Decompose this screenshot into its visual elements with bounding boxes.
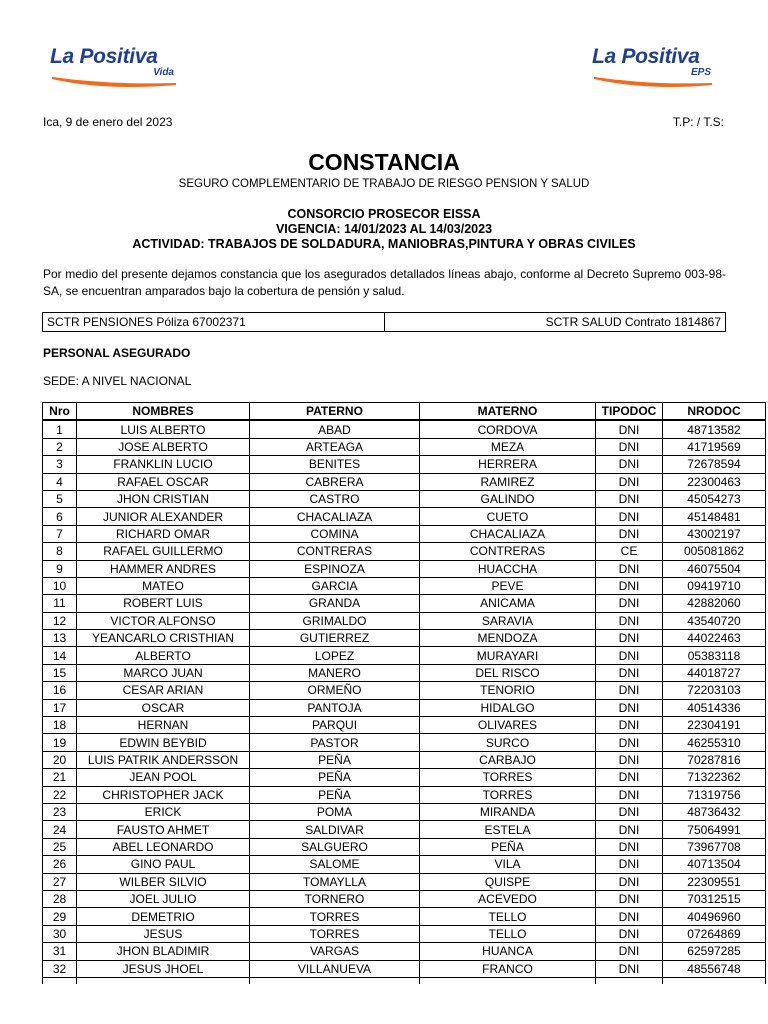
cell-tipodoc: DNI — [596, 960, 663, 977]
cell-tipodoc: DNI — [596, 734, 663, 751]
cell-materno: MEZA — [420, 438, 596, 455]
cell-nro: 10 — [43, 577, 77, 594]
table-row — [43, 734, 766, 751]
cell-nombres: CESAR ARIAN — [77, 682, 250, 699]
table-row — [43, 908, 766, 925]
cell-tipodoc: DNI — [596, 577, 663, 594]
place-date: Ica, 9 de enero del 2023 — [43, 115, 173, 129]
cell-nro: 24 — [43, 821, 77, 838]
cell-tipodoc: DNI — [596, 508, 663, 525]
cell-paterno: ABAD — [250, 420, 420, 438]
table-row — [43, 630, 766, 647]
cell-materno: CARBAJO — [420, 751, 596, 768]
cell-paterno: MANERO — [250, 664, 420, 681]
cell-nombres: JOSE ALBERTO — [77, 438, 250, 455]
cell-paterno: ARTEAGA — [250, 438, 420, 455]
cell-nombres: WILBER SILVIO — [77, 873, 250, 890]
cell-tipodoc: DNI — [596, 490, 663, 507]
table-row — [43, 577, 766, 594]
tp-ts-label: T.P: / T.S: — [672, 115, 724, 129]
header-nrodoc: NRODOC — [663, 403, 766, 421]
cell-materno: FRANCO — [420, 960, 596, 977]
table-row — [43, 456, 766, 473]
cell-materno: SURCO — [420, 734, 596, 751]
table-row — [43, 543, 766, 560]
cell-paterno: SALOME — [250, 856, 420, 873]
cell-materno: ACEVEDO — [420, 890, 596, 907]
cell-materno: RAMIREZ — [420, 473, 596, 490]
cell-nombres: VICTOR ALFONSO — [77, 612, 250, 629]
cell-materno: TELLO — [420, 925, 596, 942]
cell-paterno: ESPINOZA — [250, 560, 420, 577]
empty-cell — [663, 977, 766, 984]
cell-nombres: JUNIOR ALEXANDER — [77, 508, 250, 525]
cell-materno: CONTRERAS — [420, 543, 596, 560]
company-name: CONSORCIO PROSECOR EISSA — [287, 207, 481, 221]
table-row — [43, 473, 766, 490]
logo-la-positiva-vida — [50, 46, 180, 90]
cell-nro: 4 — [43, 473, 77, 490]
table-row — [43, 821, 766, 838]
cell-nrodoc: 41719569 — [663, 438, 766, 455]
cell-nro: 18 — [43, 717, 77, 734]
table-row — [43, 438, 766, 455]
cell-nro: 2 — [43, 438, 77, 455]
cell-nro: 8 — [43, 543, 77, 560]
cell-paterno: CHACALIAZA — [250, 508, 420, 525]
cell-tipodoc: DNI — [596, 925, 663, 942]
cell-nrodoc: 05383118 — [663, 647, 766, 664]
cell-nrodoc: 71319756 — [663, 786, 766, 803]
table-row-cutoff — [43, 977, 766, 984]
cell-tipodoc: DNI — [596, 769, 663, 786]
cell-materno: VILA — [420, 856, 596, 873]
table-row — [43, 769, 766, 786]
cell-materno: MENDOZA — [420, 630, 596, 647]
cell-materno: TORRES — [420, 769, 596, 786]
cell-paterno: ORMEÑO — [250, 682, 420, 699]
cell-paterno: PARQUI — [250, 717, 420, 734]
table-row — [43, 682, 766, 699]
cell-tipodoc: DNI — [596, 873, 663, 890]
cell-nro: 27 — [43, 873, 77, 890]
cell-tipodoc: DNI — [596, 473, 663, 490]
cell-tipodoc: DNI — [596, 438, 663, 455]
cell-tipodoc: DNI — [596, 560, 663, 577]
cell-materno: TORRES — [420, 786, 596, 803]
cell-paterno: TOMAYLLA — [250, 873, 420, 890]
cell-nombres: ERICK — [77, 803, 250, 820]
cell-materno: DEL RISCO — [420, 664, 596, 681]
empty-cell — [77, 977, 250, 984]
cell-nombres: HAMMER ANDRES — [77, 560, 250, 577]
cell-nrodoc: 43540720 — [663, 612, 766, 629]
cell-nro: 22 — [43, 786, 77, 803]
cell-paterno: GARCIA — [250, 577, 420, 594]
cell-nombres: RAFAEL GUILLERMO — [77, 543, 250, 560]
company-block — [0, 207, 768, 252]
table-row — [43, 612, 766, 629]
cell-nombres: JOEL JULIO — [77, 890, 250, 907]
logo-swoosh-icon — [592, 76, 717, 90]
cell-materno: SARAVIA — [420, 612, 596, 629]
cell-nrodoc: 45148481 — [663, 508, 766, 525]
cell-materno: TENORIO — [420, 682, 596, 699]
cell-materno: HUACCHA — [420, 560, 596, 577]
table-row — [43, 560, 766, 577]
cell-nrodoc: 72203103 — [663, 682, 766, 699]
cell-nombres: JESUS — [77, 925, 250, 942]
table-row — [43, 873, 766, 890]
cell-nombres: EDWIN BEYBID — [77, 734, 250, 751]
cell-nrodoc: 75064991 — [663, 821, 766, 838]
cell-paterno: LOPEZ — [250, 647, 420, 664]
cell-nrodoc: 48556748 — [663, 960, 766, 977]
cell-materno: MURAYARI — [420, 647, 596, 664]
cell-nrodoc: 48713582 — [663, 420, 766, 438]
logo-sub-text: EPS — [690, 67, 711, 78]
cell-nrodoc: 22309551 — [663, 873, 766, 890]
cell-nro: 28 — [43, 890, 77, 907]
cell-tipodoc: DNI — [596, 664, 663, 681]
table-row — [43, 925, 766, 942]
cell-paterno: SALGUERO — [250, 838, 420, 855]
cell-paterno: GRANDA — [250, 595, 420, 612]
cell-paterno: COMINA — [250, 525, 420, 542]
table-row — [43, 420, 766, 438]
cell-nro: 32 — [43, 960, 77, 977]
cell-nrodoc: 22300463 — [663, 473, 766, 490]
cell-nrodoc: 09419710 — [663, 577, 766, 594]
cell-tipodoc: DNI — [596, 525, 663, 542]
cell-materno: ESTELA — [420, 821, 596, 838]
insured-table — [42, 402, 766, 984]
cell-nrodoc: 44018727 — [663, 664, 766, 681]
sede-label: SEDE: A NIVEL NACIONAL — [43, 374, 192, 388]
cell-nrodoc: 22304191 — [663, 717, 766, 734]
cell-nro: 29 — [43, 908, 77, 925]
cell-nrodoc: 45054273 — [663, 490, 766, 507]
cell-paterno: PEÑA — [250, 751, 420, 768]
policy-box — [42, 312, 726, 332]
cell-nombres: LUIS ALBERTO — [77, 420, 250, 438]
cell-nro: 20 — [43, 751, 77, 768]
cell-nrodoc: 71322362 — [663, 769, 766, 786]
empty-cell — [43, 977, 77, 984]
cell-materno: CHACALIAZA — [420, 525, 596, 542]
cell-paterno: PEÑA — [250, 786, 420, 803]
cell-nrodoc: 70312515 — [663, 890, 766, 907]
table-row — [43, 595, 766, 612]
actividad: ACTIVIDAD: TRABAJOS DE SOLDADURA, MANIOBRAS,PINTURA Y OBRAS CIVILES — [132, 237, 636, 251]
cell-nro: 15 — [43, 664, 77, 681]
cell-paterno: VARGAS — [250, 943, 420, 960]
cell-nombres: JESUS JHOEL — [77, 960, 250, 977]
cell-nrodoc: 44022463 — [663, 630, 766, 647]
cell-nombres: LUIS PATRIK ANDERSSON — [77, 751, 250, 768]
cell-nrodoc: 46075504 — [663, 560, 766, 577]
header-materno: MATERNO — [420, 403, 596, 421]
cell-paterno: TORNERO — [250, 890, 420, 907]
table-row — [43, 664, 766, 681]
logo-brand-text: La Positiva — [50, 45, 158, 68]
cell-tipodoc: DNI — [596, 890, 663, 907]
cell-tipodoc: DNI — [596, 612, 663, 629]
cell-materno: PEÑA — [420, 838, 596, 855]
cell-nro: 23 — [43, 803, 77, 820]
logo-sub-text: Vida — [153, 67, 174, 78]
cell-nro: 26 — [43, 856, 77, 873]
cell-nombres: JEAN POOL — [77, 769, 250, 786]
cell-tipodoc: DNI — [596, 647, 663, 664]
logo-brand-text: La Positiva — [592, 45, 700, 68]
cell-nombres: JHON BLADIMIR — [77, 943, 250, 960]
cell-paterno: PASTOR — [250, 734, 420, 751]
cell-paterno: GUTIERREZ — [250, 630, 420, 647]
cell-nro: 13 — [43, 630, 77, 647]
cell-nombres: ROBERT LUIS — [77, 595, 250, 612]
cell-nro: 3 — [43, 456, 77, 473]
cell-materno: TELLO — [420, 908, 596, 925]
cell-materno: CUETO — [420, 508, 596, 525]
cell-nombres: JHON CRISTIAN — [77, 490, 250, 507]
cell-tipodoc: DNI — [596, 630, 663, 647]
cell-paterno: PANTOJA — [250, 699, 420, 716]
policy-pensiones: SCTR PENSIONES Póliza 67002371 — [43, 313, 385, 331]
cell-nombres: FAUSTO AHMET — [77, 821, 250, 838]
cell-paterno: PEÑA — [250, 769, 420, 786]
cell-nro: 1 — [43, 420, 77, 438]
table-row — [43, 803, 766, 820]
cell-nombres: OSCAR — [77, 699, 250, 716]
cell-nro: 9 — [43, 560, 77, 577]
cell-nombres: HERNAN — [77, 717, 250, 734]
table-row — [43, 647, 766, 664]
table-row — [43, 856, 766, 873]
cell-nrodoc: 72678594 — [663, 456, 766, 473]
cell-paterno: GRIMALDO — [250, 612, 420, 629]
table-row — [43, 717, 766, 734]
table-header-row — [43, 403, 766, 421]
cell-tipodoc: DNI — [596, 595, 663, 612]
section-title: PERSONAL ASEGURADO — [43, 346, 191, 360]
table-row — [43, 960, 766, 977]
cell-nrodoc: 40496960 — [663, 908, 766, 925]
cell-nro: 7 — [43, 525, 77, 542]
cell-nombres: RICHARD OMAR — [77, 525, 250, 542]
cell-materno: GALINDO — [420, 490, 596, 507]
vigencia: VIGENCIA: 14/01/2023 AL 14/03/2023 — [275, 222, 493, 236]
cell-nro: 30 — [43, 925, 77, 942]
empty-cell — [596, 977, 663, 984]
cell-materno: CORDOVA — [420, 420, 596, 438]
cell-materno: PEVE — [420, 577, 596, 594]
cell-tipodoc: DNI — [596, 751, 663, 768]
cell-paterno: CASTRO — [250, 490, 420, 507]
cell-nrodoc: 70287816 — [663, 751, 766, 768]
cell-materno: OLIVARES — [420, 717, 596, 734]
header-nombres: NOMBRES — [77, 403, 250, 421]
cell-paterno: TORRES — [250, 908, 420, 925]
cell-tipodoc: DNI — [596, 856, 663, 873]
cell-paterno: CONTRERAS — [250, 543, 420, 560]
cell-nrodoc: 43002197 — [663, 525, 766, 542]
cell-nro: 6 — [43, 508, 77, 525]
cell-nro: 16 — [43, 682, 77, 699]
cell-nrodoc: 46255310 — [663, 734, 766, 751]
cell-nro: 5 — [43, 490, 77, 507]
cell-nro: 17 — [43, 699, 77, 716]
cell-nombres: FRANKLIN LUCIO — [77, 456, 250, 473]
header-tipodoc: TIPODOC — [596, 403, 663, 421]
cell-materno: HERRERA — [420, 456, 596, 473]
cell-paterno: POMA — [250, 803, 420, 820]
document-title: CONSTANCIA — [308, 149, 460, 175]
cell-materno: HUANCA — [420, 943, 596, 960]
cell-tipodoc: DNI — [596, 943, 663, 960]
cell-materno: QUISPE — [420, 873, 596, 890]
logo-swoosh-icon — [50, 76, 180, 90]
cell-nrodoc: 48736432 — [663, 803, 766, 820]
cell-nro: 19 — [43, 734, 77, 751]
empty-cell — [250, 977, 420, 984]
empty-cell — [420, 977, 596, 984]
cell-paterno: TORRES — [250, 925, 420, 942]
cell-nrodoc: 73967708 — [663, 838, 766, 855]
cell-nombres: RAFAEL OSCAR — [77, 473, 250, 490]
cell-tipodoc: DNI — [596, 699, 663, 716]
table-row — [43, 838, 766, 855]
cell-nombres: ALBERTO — [77, 647, 250, 664]
cell-tipodoc: CE — [596, 543, 663, 560]
cell-nrodoc: 40713504 — [663, 856, 766, 873]
table-row — [43, 699, 766, 716]
cell-nro: 21 — [43, 769, 77, 786]
cell-tipodoc: DNI — [596, 838, 663, 855]
cell-nro: 31 — [43, 943, 77, 960]
table-row — [43, 490, 766, 507]
cell-tipodoc: DNI — [596, 821, 663, 838]
cell-nrodoc: 07264869 — [663, 925, 766, 942]
cell-tipodoc: DNI — [596, 803, 663, 820]
table-row — [43, 751, 766, 768]
cell-paterno: BENITES — [250, 456, 420, 473]
cell-tipodoc: DNI — [596, 456, 663, 473]
cell-paterno: CABRERA — [250, 473, 420, 490]
cell-nro: 11 — [43, 595, 77, 612]
table-row — [43, 890, 766, 907]
table-row — [43, 943, 766, 960]
cell-tipodoc: DNI — [596, 420, 663, 438]
logo-la-positiva-eps — [592, 46, 717, 90]
cell-nombres: MATEO — [77, 577, 250, 594]
cell-nombres: YEANCARLO CRISTHIAN — [77, 630, 250, 647]
cell-paterno: SALDIVAR — [250, 821, 420, 838]
cell-tipodoc: DNI — [596, 717, 663, 734]
cell-materno: MIRANDA — [420, 803, 596, 820]
cell-nro: 25 — [43, 838, 77, 855]
policy-salud: SCTR SALUD Contrato 1814867 — [545, 315, 721, 329]
cell-paterno: VILLANUEVA — [250, 960, 420, 977]
cell-nrodoc: 005081862 — [663, 543, 766, 560]
cell-nombres: ABEL LEONARDO — [77, 838, 250, 855]
cell-nro: 12 — [43, 612, 77, 629]
cell-nombres: GINO PAUL — [77, 856, 250, 873]
cell-materno: ANICAMA — [420, 595, 596, 612]
cell-tipodoc: DNI — [596, 786, 663, 803]
cell-tipodoc: DNI — [596, 682, 663, 699]
document-subtitle: SEGURO COMPLEMENTARIO DE TRABAJO DE RIESGO PENSION Y SALUD — [178, 178, 590, 190]
cell-nro: 14 — [43, 647, 77, 664]
cell-nombres: CHRISTOPHER JACK — [77, 786, 250, 803]
cell-nrodoc: 40514336 — [663, 699, 766, 716]
header-nro: Nro — [43, 403, 77, 421]
intro-paragraph: Por medio del presente dejamos constancia que los asegurados detallados líneas abajo, conforme al Decreto Supremo 003-98-SA, se encuentran amparados bajo la cobertura de pensión y salud. — [43, 267, 726, 298]
cell-materno: HIDALGO — [420, 699, 596, 716]
cell-nrodoc: 42882060 — [663, 595, 766, 612]
table-row — [43, 786, 766, 803]
cell-nombres: MARCO JUAN — [77, 664, 250, 681]
table-row — [43, 525, 766, 542]
cell-tipodoc: DNI — [596, 908, 663, 925]
table-row — [43, 508, 766, 525]
header-paterno: PATERNO — [250, 403, 420, 421]
cell-nrodoc: 62597285 — [663, 943, 766, 960]
cell-nombres: DEMETRIO — [77, 908, 250, 925]
